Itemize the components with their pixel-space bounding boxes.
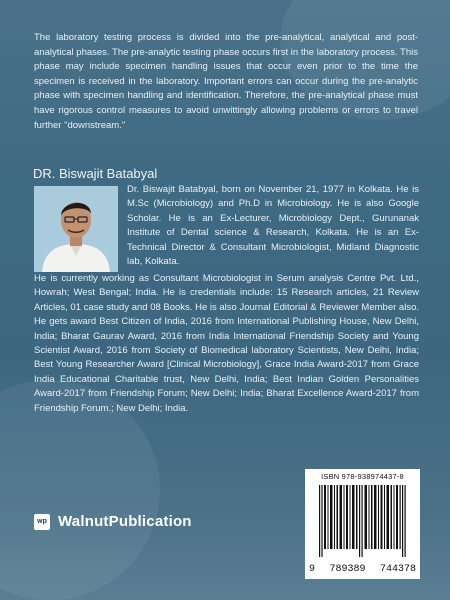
barcode-digits xyxy=(305,564,420,575)
publisher-name: WalnutPublication xyxy=(58,513,192,530)
author-bio-details: He is currently working as Consultant Microbiologist in Serum analysis Centre Pvt. Ltd., Howrah; West Bengal; India. He is credentials include: 15 Research articles, 21 Review Articles, 01 case study and 08 Books. He is also Journal Editorial & Reviewer Member also. He gets award Best Citizen of India, 2016 from International Publishing House, New Delhi, India; Bharat Gaurav Award, 2016 from India International Friendship Society and Young Scientist Award, 2016 from Society of Biomedical laboratory Scientists, New Delhi, India; Best Young Researcher Award [Clinical Microbiology], Grace India Award-2017 from Grace India Educational Charitable trust, New Delhi, India; Best Indian Golden Personalities Award-2017 from Friendship Forum; New Delhi; India; Bharat Excellence Award-2017 from Friendship Forum.; New Delhi; India. xyxy=(34,273,419,414)
barcode xyxy=(305,469,420,579)
barcode-digit-prefix: 9 xyxy=(309,564,316,575)
author-photo xyxy=(34,186,118,272)
author-name: DR. Biswajit Batabyal xyxy=(33,166,158,181)
publisher xyxy=(34,513,192,530)
barcode-digit-group-right: 744378 xyxy=(379,564,416,575)
back-cover-blurb: The laboratory testing process is divided into the pre-analytical, analytical and post-analytical phases. The pre-analytic testing phase occurs first in the laboratory process. This phase may include specimen handling issues that occur even prior to the time the specimen is received in the laboratory. Important errors can occur during the pre-analytic phase with specimen handling and identification. Therefore, the pre-analytical phase must have rigorous control measures to avoid unwittingly allowing problems or errors to travel further "downstream." xyxy=(34,32,418,131)
author-bio-intro: Dr. Biswajit Batabyal, born on November 21, 1977 in Kolkata. He is M.Sc (Microbiology) and Ph.D in Microbiology. He is also Google Scholar. He is an Ex-Lecturer, Microbiology Dept., Gurunanak Institute of Dental science & Research, Kolkata. He is an Ex-Technical Director & Consultant Microbiologist, Midland Diagnostic lab, Kolkata. xyxy=(127,184,419,268)
publisher-logo: wp xyxy=(34,514,50,530)
isbn-text: ISBN 978-938974437-8 xyxy=(321,472,404,481)
barcode-digit-group-left: 789389 xyxy=(329,564,366,575)
barcode-bars xyxy=(315,485,410,557)
